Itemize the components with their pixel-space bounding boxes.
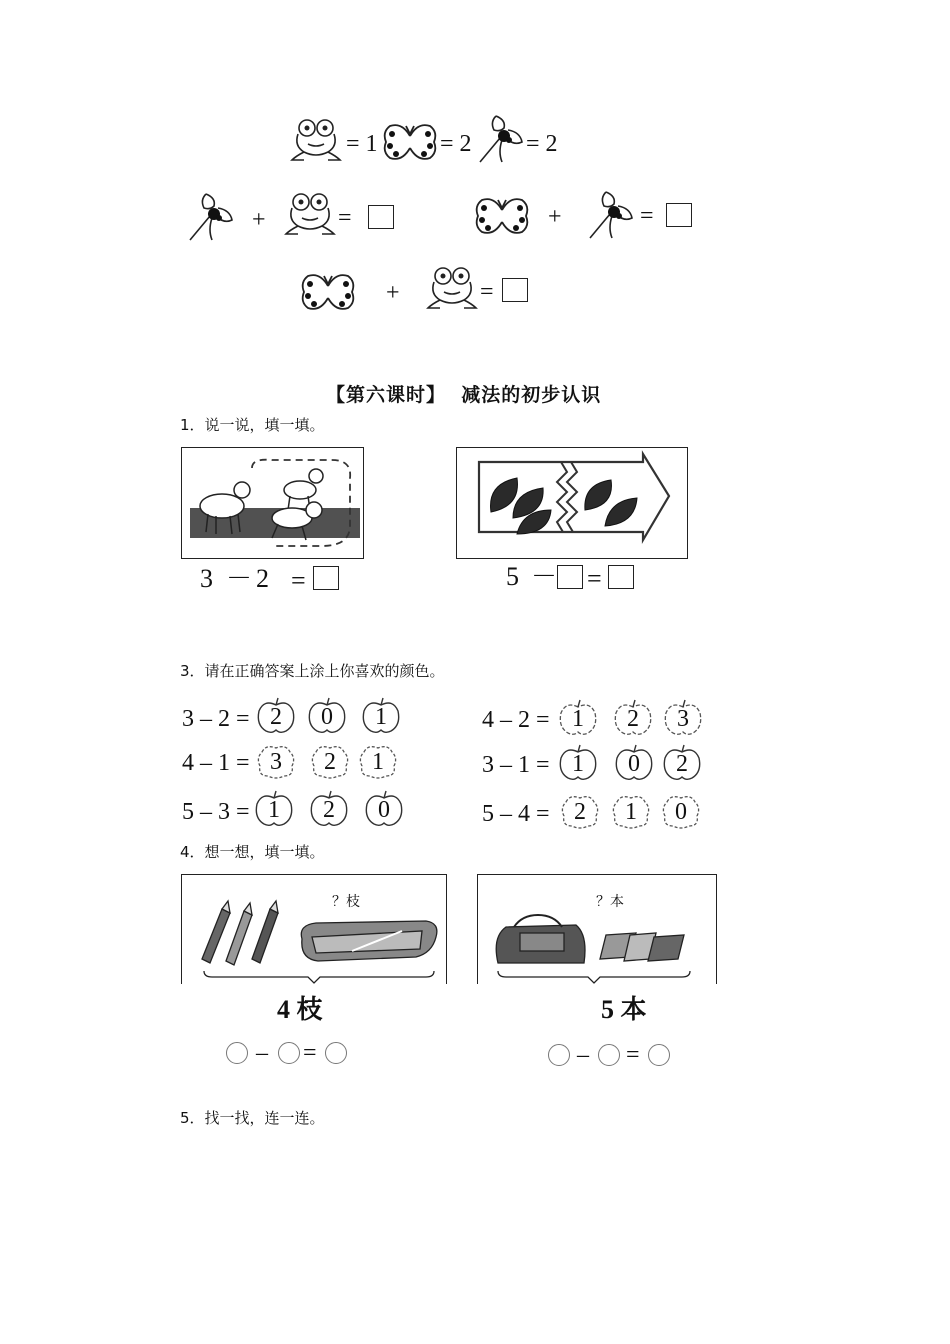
- answer-apple[interactable]: [309, 790, 349, 828]
- option-number: 0: [628, 751, 640, 777]
- answer-circle[interactable]: [548, 1044, 570, 1066]
- answer-apple[interactable]: [614, 744, 654, 782]
- answer-box[interactable]: [608, 565, 634, 589]
- option-number: 0: [378, 797, 390, 823]
- frog-value: = 1: [346, 131, 378, 157]
- option-number: 1: [375, 704, 387, 730]
- answer-box[interactable]: [313, 566, 339, 590]
- eq-left-a: 3: [200, 564, 213, 593]
- option-number: 0: [321, 704, 333, 730]
- option-number: 1: [625, 799, 637, 825]
- sheep-picture: [181, 447, 364, 559]
- answer-apple[interactable]: [662, 744, 702, 782]
- option-number: 2: [324, 749, 336, 775]
- option-number: 1: [268, 797, 280, 823]
- equals-sign: =: [640, 203, 654, 229]
- answer-circle[interactable]: [598, 1044, 620, 1066]
- answer-apple[interactable]: [364, 790, 404, 828]
- answer-apple[interactable]: [361, 697, 401, 735]
- answer-circle[interactable]: [278, 1042, 300, 1064]
- eq-left-eq: =: [291, 566, 306, 595]
- answer-apple[interactable]: [256, 697, 296, 735]
- question-3-label: 3．请在正确答案上涂上你喜欢的颜色。: [180, 662, 445, 680]
- frog-icon: [290, 118, 342, 164]
- answer-circle[interactable]: [325, 1042, 347, 1064]
- option-number: 3: [677, 706, 689, 732]
- dragonfly-icon: [586, 188, 636, 242]
- leaves-picture: [456, 447, 688, 559]
- dragonfly-icon: [186, 190, 236, 244]
- legend-row: [290, 118, 590, 168]
- answer-box[interactable]: [557, 565, 583, 589]
- minus-sign: –: [256, 1040, 268, 1066]
- plus-sign: +: [548, 204, 562, 230]
- q3-right-expr-1: 4 – 2 =: [482, 707, 550, 733]
- option-number: 0: [675, 799, 687, 825]
- answer-apple[interactable]: [613, 699, 653, 737]
- question-1-label: 1．说一说，填一填。: [180, 416, 325, 434]
- butterfly-icon: [300, 272, 356, 312]
- answer-apple[interactable]: [358, 742, 398, 780]
- book-total: 5 本: [601, 995, 647, 1024]
- eq-right-a: 5: [506, 562, 519, 591]
- book-question: ？本: [596, 894, 624, 910]
- option-number: 3: [270, 749, 282, 775]
- pencils-picture: [181, 874, 447, 984]
- eq-left-b: 2: [256, 564, 269, 593]
- answer-box[interactable]: [666, 203, 692, 227]
- question-5-label: 5．找一找，连一连。: [180, 1109, 325, 1127]
- butterfly-icon: [382, 122, 438, 162]
- answer-apple[interactable]: [254, 790, 294, 828]
- books-picture: [477, 874, 717, 984]
- option-number: 2: [676, 751, 688, 777]
- answer-apple[interactable]: [560, 792, 600, 830]
- answer-box[interactable]: [368, 205, 394, 229]
- minus-sign: –: [577, 1042, 589, 1068]
- q3-left-expr-3: 5 – 3 =: [182, 799, 250, 825]
- dragonfly-icon: [476, 112, 526, 166]
- pencil-total: 4 枝: [277, 995, 323, 1024]
- plus-sign: +: [386, 280, 400, 306]
- answer-box[interactable]: [502, 278, 528, 302]
- answer-apple[interactable]: [663, 699, 703, 737]
- equals-sign: =: [626, 1042, 640, 1068]
- answer-circle[interactable]: [226, 1042, 248, 1064]
- pencil-question: ？枝: [332, 894, 360, 910]
- butterfly-icon: [474, 196, 530, 236]
- dragonfly-value: = 2: [526, 131, 558, 157]
- frog-icon: [284, 192, 336, 238]
- equals-sign: =: [480, 279, 494, 305]
- option-number: 2: [270, 704, 282, 730]
- plus-sign: +: [252, 207, 266, 233]
- answer-apple[interactable]: [310, 742, 350, 780]
- section-title: 【第六课时】 减法的初步认识: [326, 384, 602, 406]
- butterfly-value: = 2: [440, 131, 472, 157]
- answer-apple[interactable]: [256, 742, 296, 780]
- answer-apple[interactable]: [558, 699, 598, 737]
- option-number: 2: [323, 797, 335, 823]
- option-number: 2: [627, 706, 639, 732]
- answer-circle[interactable]: [648, 1044, 670, 1066]
- option-number: 1: [572, 706, 584, 732]
- q3-left-expr-1: 3 – 2 =: [182, 706, 250, 732]
- frog-icon: [426, 266, 478, 312]
- eq-left-op: －: [226, 564, 253, 593]
- equals-sign: =: [303, 1040, 317, 1066]
- question-4-label: 4．想一想，填一填。: [180, 843, 325, 861]
- q3-right-expr-2: 3 – 1 =: [482, 752, 550, 778]
- equals-sign: =: [338, 205, 352, 231]
- eq-right-op: －: [531, 562, 558, 591]
- option-number: 1: [572, 751, 584, 777]
- option-number: 1: [372, 749, 384, 775]
- answer-apple[interactable]: [661, 792, 701, 830]
- q3-left-expr-2: 4 – 1 =: [182, 750, 250, 776]
- answer-apple[interactable]: [307, 697, 347, 735]
- q3-right-expr-3: 5 – 4 =: [482, 801, 550, 827]
- eq-right-eq: =: [587, 564, 602, 593]
- answer-apple[interactable]: [558, 744, 598, 782]
- answer-apple[interactable]: [611, 792, 651, 830]
- option-number: 2: [574, 799, 586, 825]
